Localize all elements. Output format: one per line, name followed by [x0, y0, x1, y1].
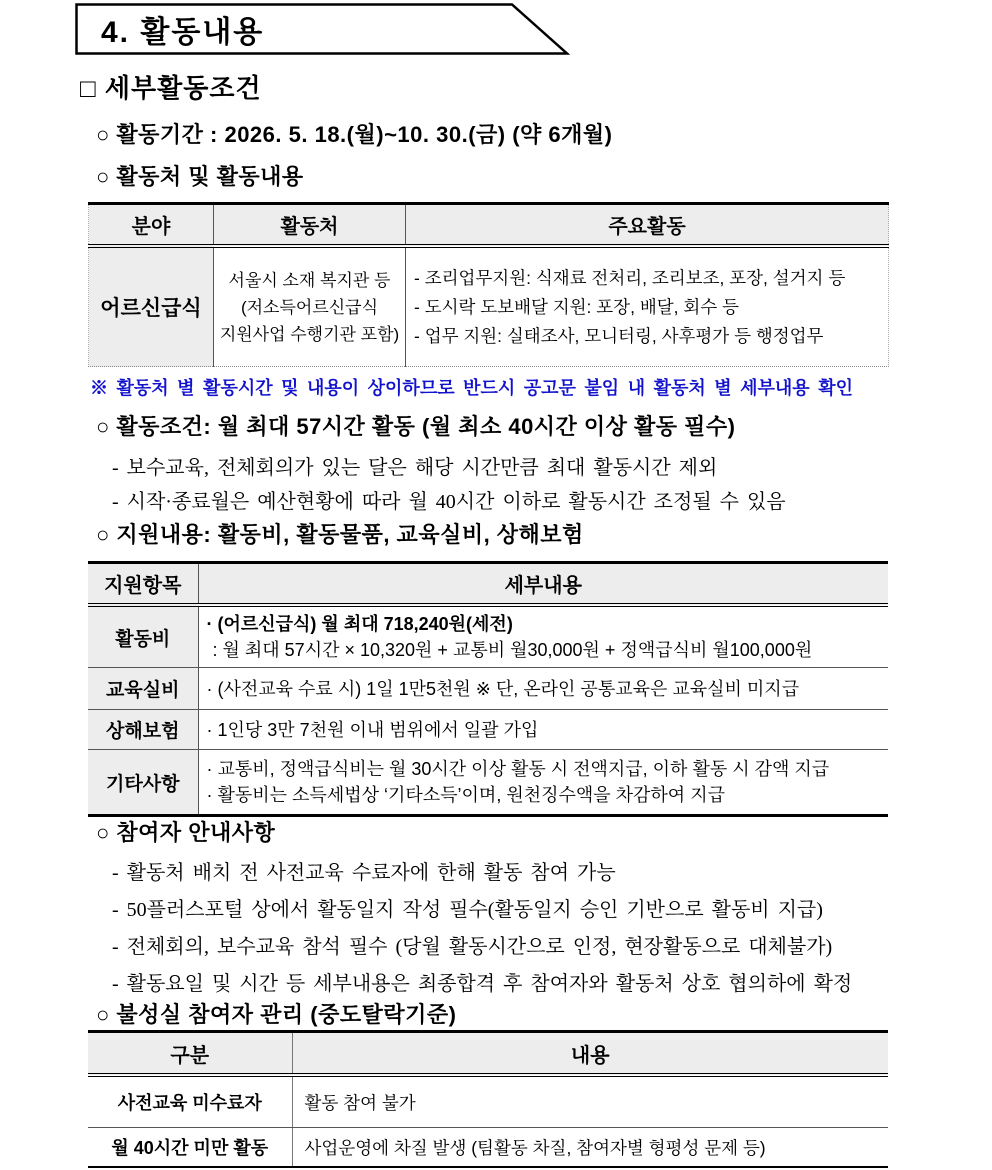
cell-support-item: 기타사항 — [88, 750, 198, 816]
section-banner — [75, 3, 570, 55]
table-header-row — [89, 204, 889, 247]
cell-place — [214, 246, 406, 367]
cell-penalty-category: 사전교육 미수료자 — [88, 1075, 292, 1128]
cell-penalty-content: 활동 참여 불가 — [292, 1075, 888, 1128]
column-header-content: 내용 — [292, 1032, 888, 1076]
detail-line: · 1인당 3만 7천원 이내 범위에서 일괄 가입 — [206, 719, 539, 740]
detail-line: · 교통비, 정액급식비는 월 30시간 이상 활동 시 전액지급, 이하 활동 시 감액 지급 — [206, 759, 830, 779]
page-title: 4. 활동내용 — [101, 16, 265, 49]
activity-table — [88, 202, 889, 367]
section-title: □ 세부활동조건 — [80, 73, 262, 103]
activity-line: - 업무 지원: 실태조사, 모니터링, 사후평가 등 행정업무 — [414, 325, 824, 346]
heading-support-content: ○ 지원내용: 활동비, 활동물품, 교육실비, 상해보험 — [96, 522, 584, 547]
penalty-table — [88, 1030, 888, 1168]
table-header-row — [88, 563, 888, 606]
table-row — [89, 246, 889, 367]
place-line: (저소득어르신급식 — [240, 297, 379, 317]
column-header-support-item: 지원항목 — [88, 563, 198, 606]
heading-activity-period: ○ 활동기간 : 2026. 5. 18.(월)~10. 30.(금) (약 6개월) — [96, 122, 613, 147]
participant-subitem: - 활동처 배치 전 사전교육 수료자에 한해 활동 참여 가능 — [112, 862, 616, 884]
table-row — [88, 668, 888, 710]
place-line: 지원사업 수행기관 포함) — [219, 324, 400, 344]
column-header-support-detail: 세부내용 — [198, 563, 888, 606]
heading-activity-condition: ○ 활동조건: 월 최대 57시간 활동 (월 최소 40시간 이상 활동 필수) — [96, 414, 736, 439]
activity-line: - 도시락 도보배달 지원: 포장, 배달, 회수 등 — [414, 296, 739, 317]
condition-subitem: - 시작·종료월은 예산현황에 따라 월 40시간 이하로 활동시간 조정될 수 있음 — [112, 491, 786, 513]
detail-line: · (사전교육 수료 시) 1일 1만5천원 ※ 단, 온라인 공통교육은 교육실비 미지급 — [206, 678, 800, 699]
cell-category: 어르신급식 — [89, 246, 214, 367]
column-header-place: 활동처 — [214, 204, 406, 247]
table-row — [88, 710, 888, 750]
table-row — [88, 750, 888, 816]
cell-penalty-content: 사업운영에 차질 발생 (팀활동 차질, 참여자별 형평성 문제 등) — [292, 1128, 888, 1168]
support-table — [88, 561, 888, 817]
cell-support-detail — [198, 710, 888, 750]
cell-support-detail — [198, 668, 888, 710]
table-row — [88, 605, 888, 668]
heading-penalty-management: ○ 불성실 참여자 관리 (중도탈락기준) — [96, 1002, 457, 1027]
detail-line: · 활동비는 소득세법상 ‘기타소득’이며, 원천징수액을 차감하여 지급 — [206, 785, 725, 805]
participant-subitem: - 50플러스포털 상에서 활동일지 작성 필수(활동일지 승인 기반으로 활동비 지급) — [112, 899, 823, 921]
column-header-division: 구분 — [88, 1032, 292, 1076]
detail-line: : 월 최대 57시간 × 10,320원 + 교통비 월30,000원 + 정액급식비 월100,000원 — [212, 640, 813, 660]
cell-support-item: 상해보험 — [88, 710, 198, 750]
table-header-row — [88, 1032, 888, 1076]
place-line: 서울시 소재 복지관 등 — [228, 270, 391, 290]
cell-support-detail — [198, 605, 888, 668]
condition-subitem: - 보수교육, 전체회의가 있는 달은 해당 시간만큼 최대 활동시간 제외 — [112, 457, 718, 479]
table-row — [88, 1075, 888, 1128]
cell-support-item: 교육실비 — [88, 668, 198, 710]
cell-support-detail — [198, 750, 888, 816]
cell-main-activities — [406, 246, 889, 367]
column-header-main-activity: 주요활동 — [406, 204, 889, 247]
column-header-field: 분야 — [89, 204, 214, 247]
cell-penalty-category: 월 40시간 미만 활동 — [111, 1138, 269, 1158]
heading-activity-places: ○ 활동처 및 활동내용 — [96, 164, 304, 189]
activity-line: - 조리업무지원: 식재료 전처리, 조리보조, 포장, 설거지 등 — [414, 267, 846, 288]
participant-subitem: - 전체회의, 보수교육 참석 필수 (당월 활동시간으로 인정, 현장활동으로 대체불가) — [112, 936, 833, 958]
participant-subitem: - 활동요일 및 시간 등 세부내용은 최종합격 후 참여자와 활동처 상호 협의하에 확정 — [112, 973, 853, 995]
notice-blue-text: ※ 활동처 별 활동시간 및 내용이 상이하므로 반드시 공고문 붙임 내 활동처 별 세부내용 확인 — [90, 378, 853, 398]
cell-support-item: 활동비 — [88, 605, 198, 668]
detail-line: · (어르신급식) 월 최대 718,240원(세전) — [206, 614, 513, 634]
table-row — [88, 1128, 888, 1168]
heading-participant-guide: ○ 참여자 안내사항 — [96, 820, 276, 845]
